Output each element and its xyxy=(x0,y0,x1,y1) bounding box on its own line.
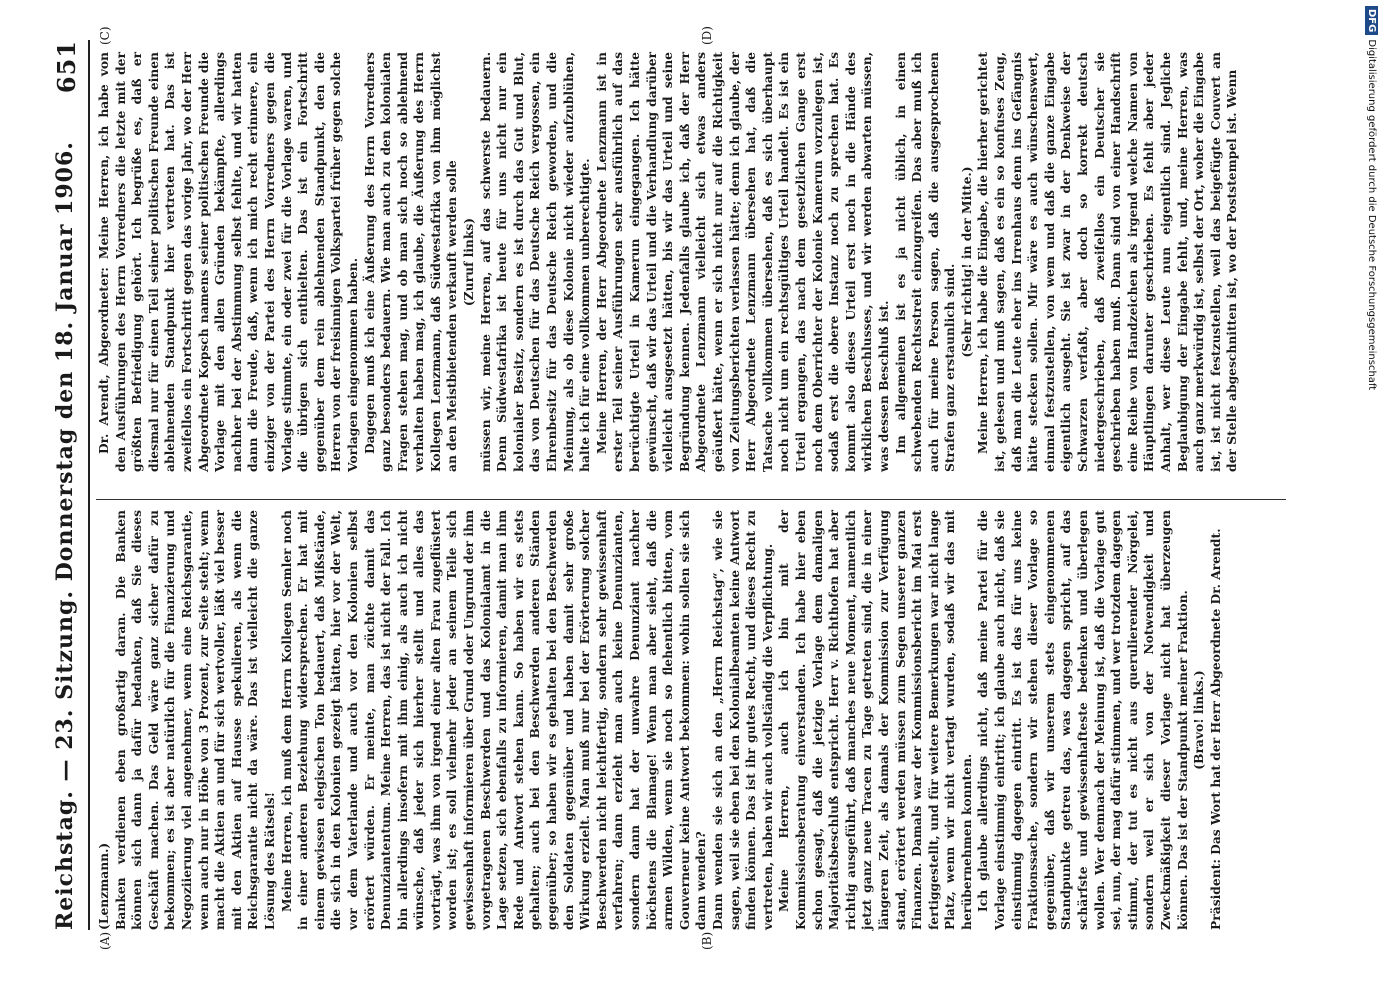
left-column-paragraph: Meine Herren, ich muß dem Herrn Kollegen Semler noch in einer anderen Beziehung widersprechen. Er hat mit einem gewissen elegischen Ton bedauert, daß Mißstände, die sich in den Kolonien gezeigt hätten, hier vor der Welt, vor dem Vaterlande und auch vor den Kolonien selbst erörtert würden. Er meinte, man züchte damit das Denunziantentum. Meine Herren, das ist nicht der Fall. Ich bin allerdings insofern mit ihm einig, als auch ich nicht wünsche, daß jeder sich hierher stellt und alles das vorträgt, was ihm von irgend einer alten Frau zugeflüstert worden ist; es soll vielmehr jeder an seinem Teile sich gewissenhaft informieren über Grund oder Ungrund der ihm vorgetragenen Beschwerden und das Kolonialamt in die Lage setzen, sich ebenfalls zu informieren, damit man ihm Rede und Antwort stehen kann. So haben wir es stets gehalten; auch bei den Beschwerden anderen Ständen gegenüber; so haben wir es gehalten bei den Beschwerden den Soldaten gegenüber und haben damit sehr große Wirkung erzielt. Man muß nur bei der Erörterung solcher Beschwerden nicht leichtfertig, sondern sehr gewissenhaft verfahren; dann erzieht man auch keine Denunzianten, sondern dann hat der unwahre Denunziant nachher höchstens die Blamage! Wenn man aber sieht, daß die armen Wilden, wenn sie noch so flehentlich bitten, vom Gouverneur keine Antwort bekommen: wohin sollen sie sich dann wenden? xyxy=(278,510,709,930)
right-column-paragraph: Im allgemeinen ist es ja nicht üblich, in einen schwebenden Rechtsstreit einzugreifen. Das aber muß ich auch für meine Person sagen, daß die ausgesprochenen Strafen ganz erstaunlich sind. xyxy=(892,52,958,472)
page-header xyxy=(48,40,90,930)
right-column-paragraph: Dr. Arendt, Abgeordneter: Meine Herren, ich habe von den Ausführungen des Herrn Vorredners die letzte mit der größten Befriedigung gehört. Ich begrüße es, daß er diesmal nur für einen Teil seiner politischen Freunde einen ablehnenden Standpunkt hier vertreten hat. Das ist zweifellos ein Fortschritt gegen das vorige Jahr, wo der Herr Abgeordnete Kopsch namens seiner politischen Freunde die Vorlage mit den allen Gründen bekämpfte, allerdings nachher bei der Abstimmung selbst fehlte, und wir hatten dann die Freude, daß, wenn ich mich recht erinnere, ein einziger von der Partei des Herrn Vorredners gegen die Vorlage stimmte, ein oder zwei für die Vorlage waren, und die übrigen sich enthielten. Das ist ein Fortschritt gegenüber dem rein ablehnenden Standpunkt, den die Herren von der freisinnigen Volkspartei früher gegen solche Vorlagen eingenommen haben. xyxy=(96,52,360,472)
page-number: 651 xyxy=(52,40,81,94)
left-column-paragraph: (Bravo! links.) xyxy=(1191,670,1207,770)
left-column-paragraph: Banken verdienen eben großartig daran. Die Banken können sich dann ja dafür bedanken, daß Sie dieses Geschäft machen. Das Geld wäre ganz sicher dafür zu bekommen; es ist aber natürlich für die Finanzierung und Negoziierung viel angenehmer, wenn eine Reichsgarantie, wenn auch nur in Höhe von 3 Prozent, zur Seite steht; wenn macht die Aktien an und für sich wertvoller, läßt viel besser mit den Aktien auf Hausse spekulieren, als wenn die Reichsgarantie nicht da wäre. Das ist vielleicht die ganze Lösung des Rätsels! xyxy=(112,510,277,930)
right-column-paragraph: (Zuruf links) xyxy=(461,217,477,307)
right-column-paragraph: (Sehr richtig! in der Mitte.) xyxy=(958,166,974,358)
left-column-paragraph: Dann wenden sie sich an den „Herrn Reichstag“, wie sie sagen, weil sie eben bei den Kolonialbeamten keine Antwort finden können. Das ist ihr gutes Recht, und dieses Recht zu vertreten, haben wir auch vollständig die Verpflichtung. xyxy=(709,510,775,930)
column-divider xyxy=(96,499,1286,500)
margin-marker-d: (D) xyxy=(700,26,714,45)
dfg-logo: DFG xyxy=(1365,6,1378,35)
left-column-paragraph: (Lenzmann.) xyxy=(96,842,111,930)
left-column xyxy=(96,510,1224,930)
left-column-paragraph: Ich glaube allerdings nicht, daß meine Partei für die Vorlage einstimmig eintritt; ich glaube auch nicht, daß sie einstimmig dagegen eintritt. Es ist das für uns keine Fraktionssache, sondern wir stehen dieser Vorlage so gegenüber, daß wir unserem stets eingenommenen Standpunkte getreu das, was dagegen spricht, auf das schärfste und gewissenhafteste bedenken und überlegen wollen. Wer demnach der Meinung ist, daß die Vorlage gut sei, nun, der mag dafür stimmen, und wer trotzdem dagegen stimmt, der tut es nicht aus querulierender Nörgelei, sondern weil er sich von der Notwendigkeit und Zweckmäßigkeit dieser Vorlage nicht hat überzeugen können. Das ist der Standpunkt meiner Fraktion. xyxy=(975,510,1190,930)
right-column-paragraph: Meine Herren, ich habe die Eingabe, die hierher gerichtet ist, gelesen und muß sagen, daß es ein so konfuses Zeug, daß man die Leute eher ins Irrenhaus denn ins Gefängnis hätte stecken sollen. Mir wäre es auch wünschenswert, einmal festzustellen, von wem und daß die ganze Eingabe eigentlich ausgeht. Sie ist zwar in der Denkweise der Schwarzen verfaßt, aber doch so korrekt deutsch niedergeschrieben, daß zweifellos ein Deutscher sie geschrieben haben muß. Dann sind von einer Handschrift eine Reihe von Handzeichen als irgend welche Namen von Häuptlingen darunter geschrieben. Es fehlt aber jeder Anhalt, wer diese Leute nun eigentlich sind. Jegliche Beglaubigung der Eingabe fehlt, und, meine Herren, was auch ganz merkwürdig ist, selbst der Ort, woher die Eingabe ist, ist nicht festzustellen, weil das beigefügte Couvert an der Stelle abgeschnitten ist, wo der Poststempel ist. Wenn xyxy=(975,52,1240,472)
funding-text: Digitalisierung gefördert durch die Deutsche Forschungsgemeinschaft xyxy=(1366,39,1377,391)
right-column-paragraph: Meine Herren, der Herr Abgeordnete Lenzmann ist in erster Teil seiner Ausführungen sehr ausführlich auf das berüchtigte Urteil in Kamerun eingegangen. Ich hätte gewünscht, daß wir das Urteil und die Verhandlung darüber vielleicht ausgesetzt hätten, bis wir das Urteil und seine Begründung kennen. Jedenfalls glaube ich, daß der Herr Abgeordnete Lenzmann vielleicht sich etwas anders geäußert hätte, wenn er sich nicht nur auf die Richtigkeit von Zeitungsberichten verlassen hätte; denn ich glaube, der Herr Abgeordnete Lenzmann übersehen hat, daß die Tatsache vollkommen übersehen, daß es sich überhaupt noch nicht um ein rechtsgültiges Urteil handelt. Es ist ein Urteil ergangen, das nach dem gesetzlichen Gange erst noch dem Oberrichter der Kolonie Kamerun vorzulegen ist, sodaß erst die obere Instanz noch zu sprechen hat. Es kommt also dieses Urteil erst noch in die Hände des wirklichen Beschlusses, und wir werden abwarten müssen, was dessen Beschluß ist. xyxy=(593,52,891,472)
right-column-paragraph: müssen wir, meine Herren, auf das schwerste bedauern. Denn Südwestafrika ist heute für uns nicht nur ein kolonialer Besitz, sondern es ist durch das Gut und Blut, das von Deutschen für das Deutsche Reich vergossen, ein Ehrenbesitz für das Deutsche Reich geworden, und die Meinung, als ob diese Kolonie nicht wieder aufzublühen, halte ich für eine vollkommen unberechtigte. xyxy=(477,52,593,472)
left-column-paragraph: Meine Herren, auch ich bin mit der Kommissionsberatung einverstanden. Ich habe hier eben schon gesagt, daß die jetzige Vorlage dem damaligen Majoritätsbeschluß entspricht. Herr v. Richthofen hat aber richtig ausgeführt, daß manches neue Moment, namentlich jetzt ganz neue Tracen zu Tage getreten sind, die in einer längeren Zeit, als damals der Kommission zur Verfügung stand, erörtert werden müssen zum Segen unserer ganzen Finanzen. Damals war der Kommissionsbericht im Mai erst fertiggestellt, und für weitere Bemerkungen war nicht lange Platz, wenn wir nicht vertagt wurden, sodaß wir das mit herübernehmen konnten. xyxy=(776,510,974,930)
funding-note xyxy=(1366,6,1380,966)
header-left: Reichstag. — 23. Sitzung. Donnerstag den 18. Januar 1906. xyxy=(52,141,78,930)
margin-marker-c: (C) xyxy=(98,26,112,45)
margin-marker-a: (A) xyxy=(98,931,112,950)
right-column xyxy=(96,52,1241,472)
left-column-paragraph: Präsident: Das Wort hat der Herr Abgeordnete Dr. Arendt. xyxy=(1207,528,1223,930)
margin-marker-b: (B) xyxy=(700,931,714,950)
right-column-paragraph: Dagegen muß ich eine Äußerung des Herrn Vorredners ganz besonders bedauern. Wie man auch zu den kolonialen Fragen stehen mag, und ob man sich noch so ablehnend verhalten haben mag, ich glaube, die Äußerung des Herrn Kollegen Lenzmann, daß Südwestafrika von ihm möglichst an den Meistbietenden verkauft werden solle xyxy=(361,52,460,472)
